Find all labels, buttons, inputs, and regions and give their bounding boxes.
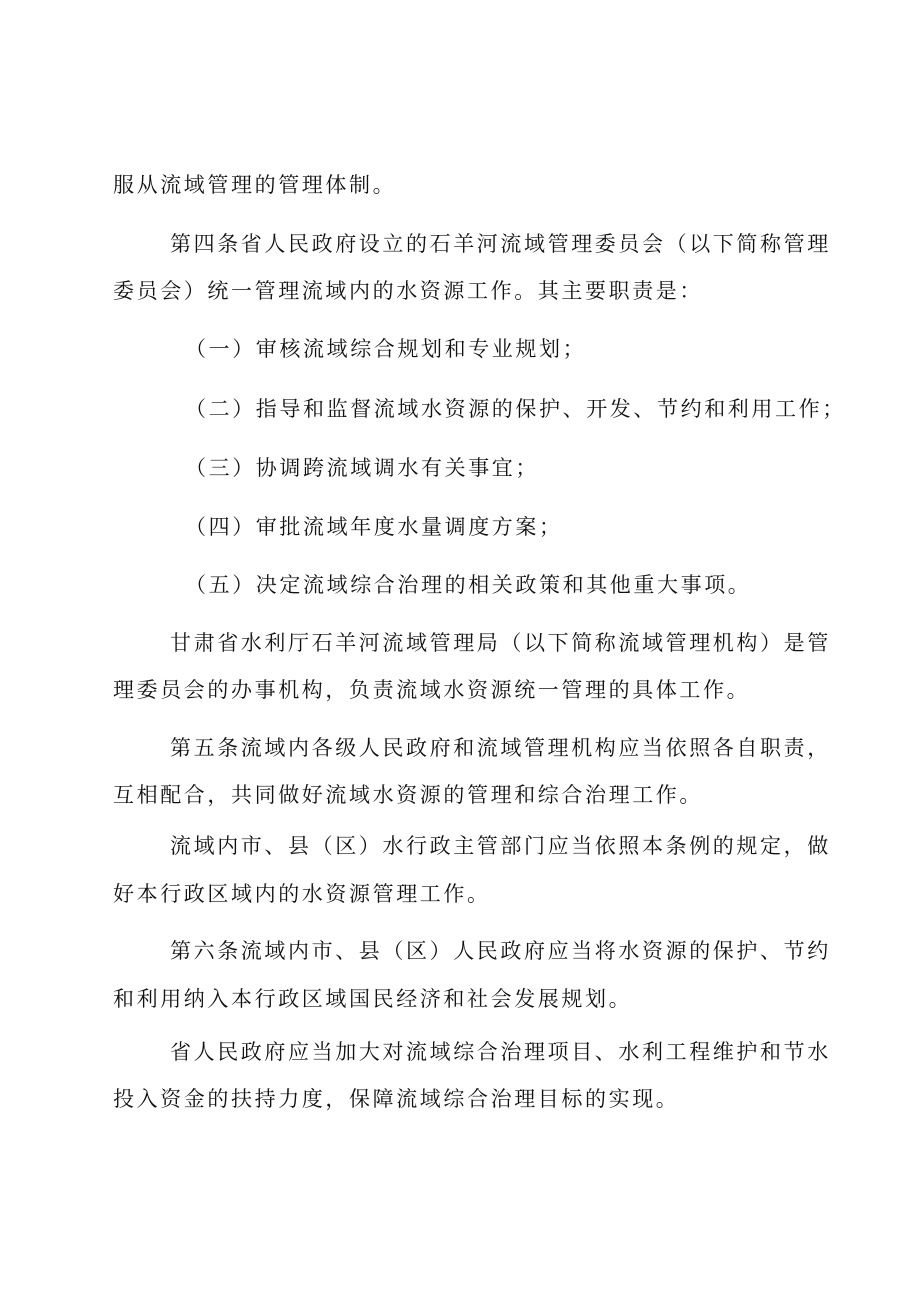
text-line: 流域内市、县（区）水行政主管部门应当依照本条例的规定，做 (170, 834, 831, 858)
text-line: 甘肃省水利厅石羊河流域管理局（以下简称流域管理机构）是管 (170, 631, 831, 655)
text-line: 投入资金的扶持力度，保障流域综合治理目标的实现。 (113, 1087, 680, 1111)
text-line: 省人民政府应当加大对流域综合治理项目、水利工程维护和节水 (170, 1040, 831, 1064)
text-line: 委员会）统一管理流域内的水资源工作。其主要职责是： (113, 279, 703, 303)
text-line: 互相配合，共同做好流域水资源的管理和综合治理工作。 (113, 783, 703, 807)
text-line: 第六条流域内市、县（区）人民政府应当将水资源的保护、节约 (170, 939, 831, 963)
text-line: 理委员会的办事机构，负责流域水资源统一管理的具体工作。 (113, 678, 751, 702)
list-item: （五）决定流域综合治理的相关政策和其他重大事项。 (185, 573, 752, 597)
list-item: （一）审核流域综合规划和专业规划； (185, 337, 587, 361)
list-item: （四）审批流域年度水量调度方案； (185, 515, 563, 539)
text-line: 和利用纳入本行政区域国民经济和社会发展规划。 (113, 987, 633, 1011)
list-item: （三）协调跨流域调水有关事宜； (185, 456, 539, 480)
text-line: 服从流域管理的管理体制。 (113, 173, 397, 197)
text-line: 第五条流域内各级人民政府和流域管理机构应当依照各自职责， (170, 736, 831, 760)
text-line: 第四条省人民政府设立的石羊河流域管理委员会（以下简称管理 (170, 232, 831, 256)
text-line: 好本行政区域内的水资源管理工作。 (113, 882, 491, 906)
list-item: （二）指导和监督流域水资源的保护、开发、节约和利用工作； (185, 397, 846, 421)
